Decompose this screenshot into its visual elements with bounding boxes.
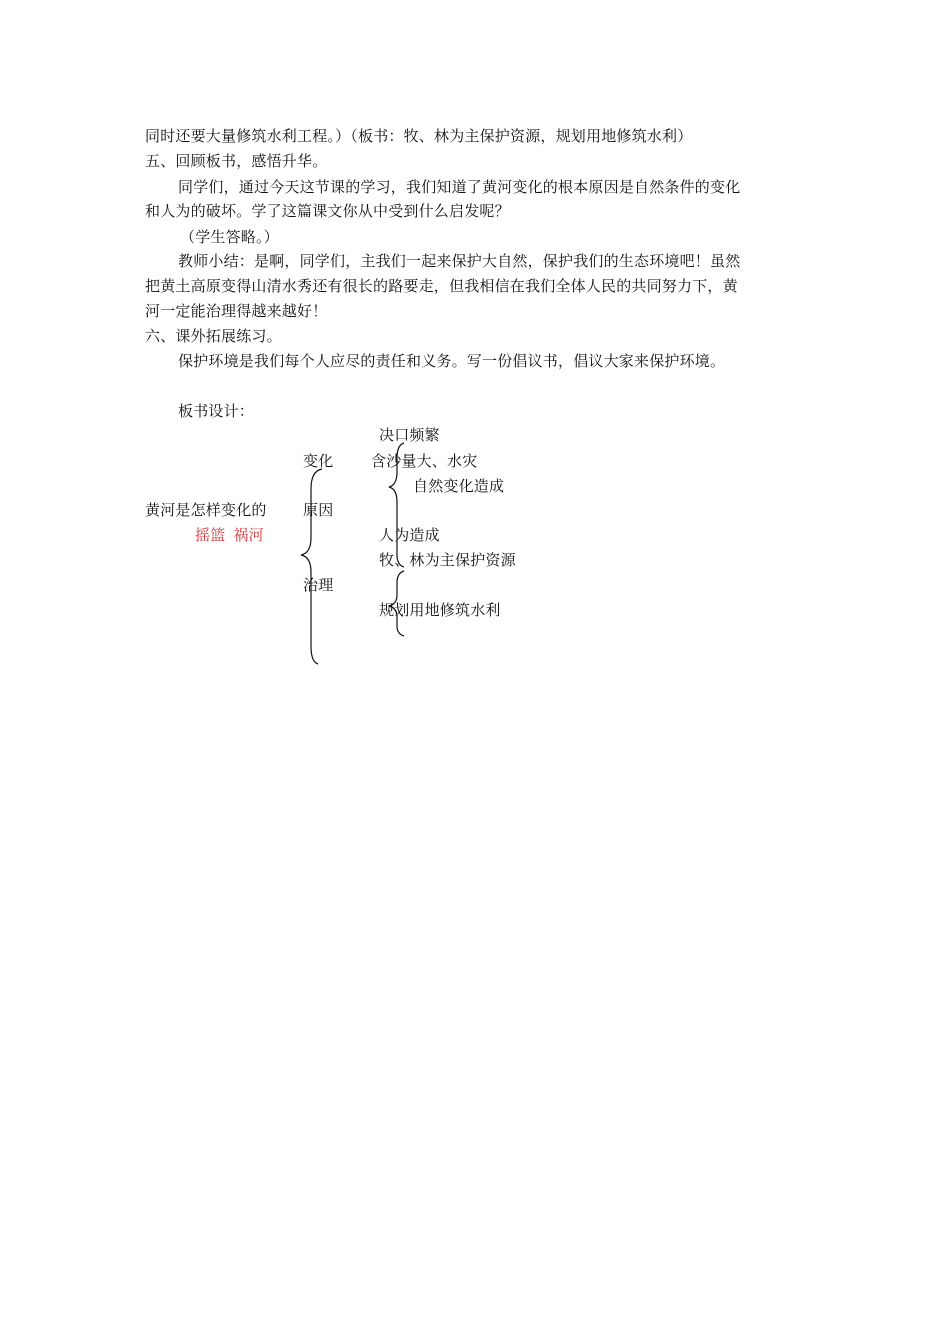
board-branch-governance: 治理 [303,576,334,594]
board-item-natural-cause: 自然变化造成 [413,477,505,495]
board-item-plan-land: 规划用地修筑水利 [379,601,501,619]
board-subtitle-right: 祸河 [233,526,264,544]
board-branch-cause: 原因 [303,501,334,519]
paragraph-summary-line3: 河一定能治理得越来越好！ [145,302,328,320]
paragraph-summary-line2: 把黄土高原变得山清水秀还有很长的路要走，但我相信在我们全体人民的共同努力下，黄 [145,277,738,295]
paragraph-extension: 保护环境是我们每个人应尽的责任和义务。写一份倡议书，倡议大家来保护环境。 [178,352,726,370]
board-item-sediment-floods: 含沙量大、水灾 [371,452,478,470]
paragraph-reflection-line2: 和人为的破坏。学了这篇课文你从中受到什么启发呢？ [145,202,510,220]
board-root-title: 黄河是怎样变化的 [145,501,267,519]
section-heading-six: 六、课外拓展练习。 [145,327,282,345]
section-heading-five: 五、回顾板书，感悟升华。 [145,152,328,170]
board-subtitle-left: 摇篮 [195,526,226,544]
paragraph-student-answer: （学生答略。） [180,228,279,246]
paragraph-summary-line1: 教师小结：是啊，同学们，主我们一起来保护大自然，保护我们的生态环境吧！虽然 [178,252,741,270]
brace-cause [389,443,404,567]
paragraph-reflection-line1: 同学们，通过今天这节课的学习，我们知道了黄河变化的根本原因是自然条件的变化 [178,178,741,196]
board-design-heading: 板书设计： [178,402,255,420]
board-branch-change: 变化 [303,452,334,470]
board-item-protect-resources: 牧、林为主保护资源 [379,551,516,569]
brace-large [301,469,322,664]
board-item-frequent-breaches: 决口频繁 [379,426,440,444]
board-item-human-cause: 人为造成 [379,526,440,544]
brace-governance [389,571,404,636]
paragraph-blackboard-note: 同时还要大量修筑水利工程。）（板书：牧、林为主保护资源，规划用地修筑水利） [145,127,693,145]
